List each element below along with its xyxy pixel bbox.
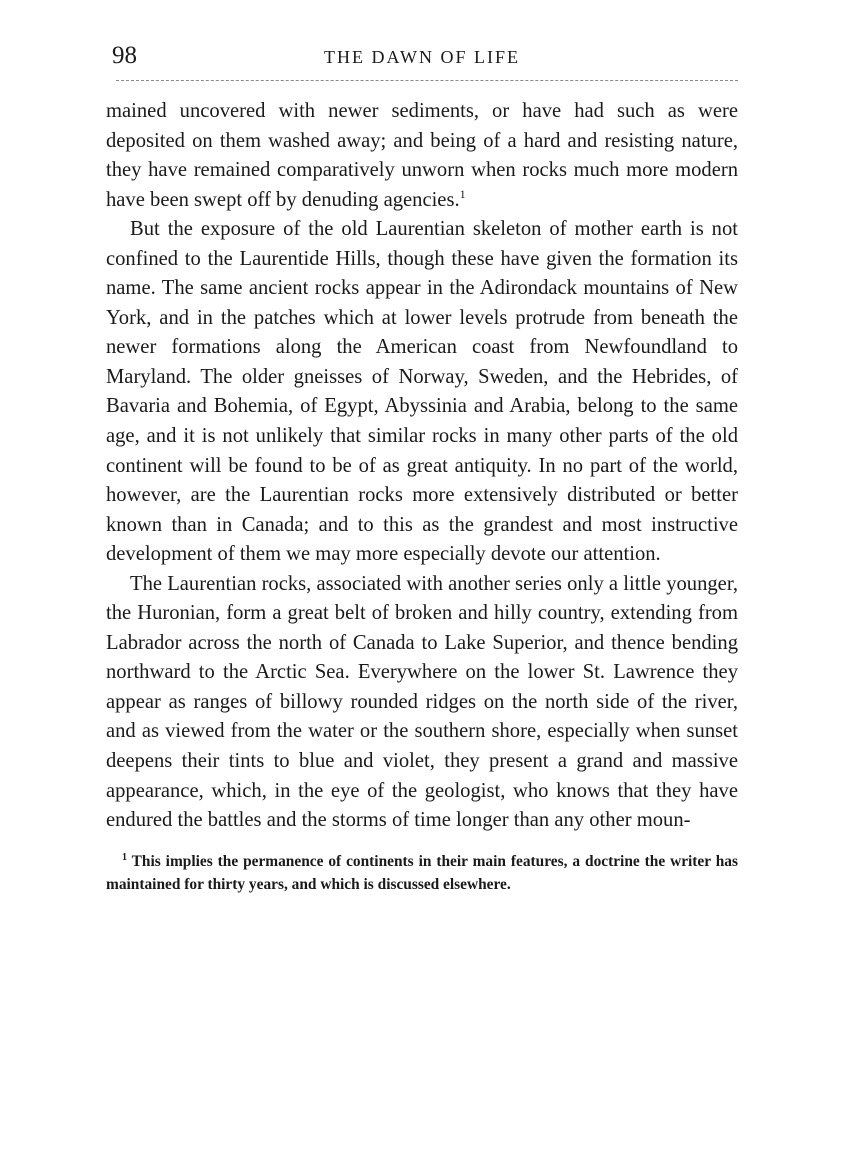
paragraph-3: The Laurentian rocks, associated with another series only a little younger, the Huronian, form a great belt of broken and hilly country, extending from Labrador across the north of Canada to Lake Superior, and thence bending northward to the Arctic Sea. Everywhere on the lower St. Lawrence they appear as ranges of billowy rounded ridges on the north side of the river, and as viewed from the water or the southern shore, especially when sunset deepens their tints to blue and violet, they present a grand and massive appearance, which, in the eye of the geologist, who knows that they have endured the battles and the storms of time longer than any other moun- <box>106 572 738 832</box>
body-text <box>106 97 738 836</box>
running-header <box>106 40 738 74</box>
paragraph-2: But the exposure of the old Laurentian skeleton of mother earth is not confined to the Laurentide Hills, though these have given the formation its name. The same ancient rocks appear in the Adirondack mountains of New York, and in the patches which at lower levels protrude from beneath the newer formations along the American coast from Newfoundland to Maryland. The older gneisses of Norway, Sweden, and the Hebrides, of Bavaria and Bohemia, of Egypt, Abyssinia and Arabia, belong to the same age, and it is not unlikely that similar rocks in many other parts of the old continent will be found to be of as great antiquity. In no part of the world, however, are the Laurentian rocks more extensively distributed or better known than in Canada; and to this as the grandest and most instructive development of them we may more especially devote our attention. <box>106 218 738 566</box>
book-page <box>106 40 738 896</box>
footnote-text: This implies the permanence of continents in their main features, a doctrine the writer has maintained for thirty years, and which is discussed elsewhere. <box>106 852 738 893</box>
running-title: THE DAWN OF LIFE <box>323 47 521 67</box>
paragraph-1-text: mained uncovered with newer sediments, or have had such as were deposited on them washed away; and being of a hard and resisting nature, they have remained comparatively unworn when rocks much more modern have been swept off by denuding agencies. <box>106 100 738 211</box>
footnote-marker: 1 <box>122 851 127 863</box>
header-rule <box>116 80 738 81</box>
paragraph-1 <box>106 97 738 215</box>
page-number: 98 <box>112 42 137 69</box>
footnote-reference: 1 <box>459 186 466 201</box>
footnote <box>106 850 738 896</box>
